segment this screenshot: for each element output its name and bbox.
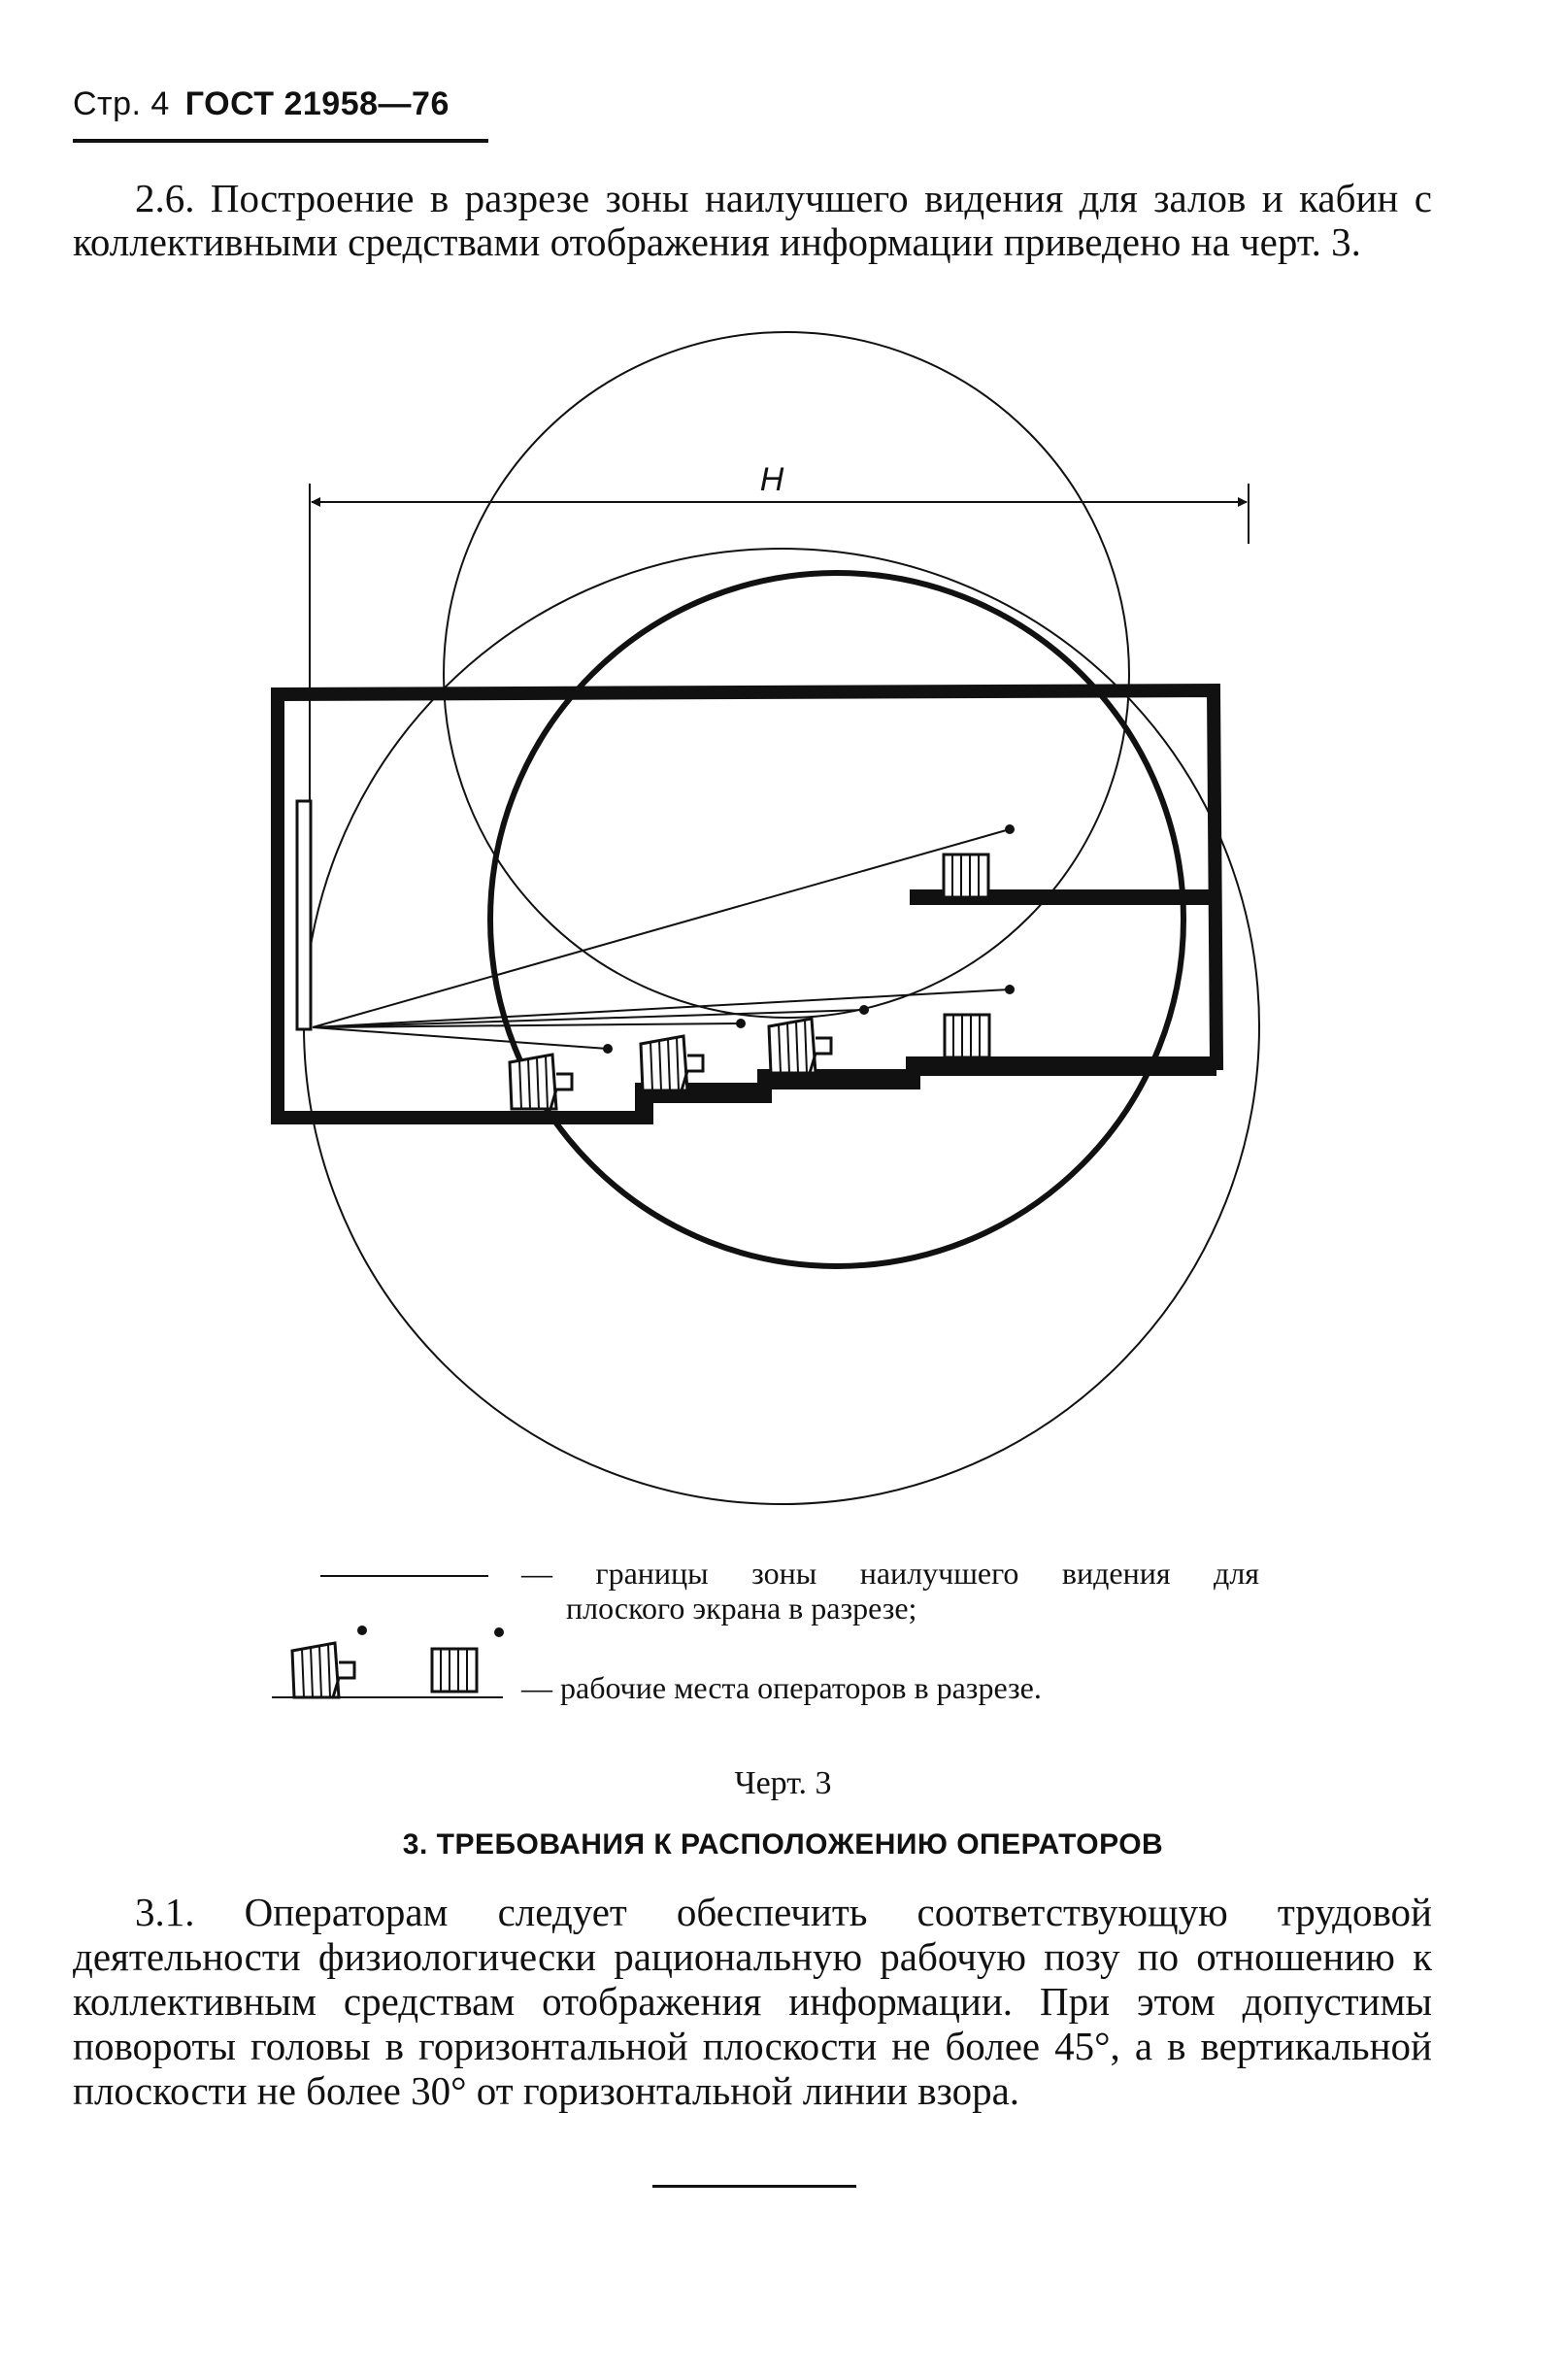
page-number: Стр. 4: [73, 85, 170, 122]
paragraph-3-1: 3.1. Операторам следует обеспечить соответствующую трудовой деятельности физиологически рациональную рабочую позу по отношению к коллективным средствам отображения информации. При этом допустимы повороты головы в горизонтальной плоскости не более 45°, а в вертикальной плоскости не более 30° от горизонтальной линии взора.: [73, 1890, 1432, 2113]
figure-caption: Черт. 3: [734, 1765, 832, 1801]
end-rule: [652, 2185, 856, 2188]
operator-seat-1: [510, 1055, 572, 1109]
legend-boundary-line-2: плоского экрана в разрезе;: [566, 1591, 917, 1626]
legend-workplace-symbol: [272, 1626, 504, 1697]
standard-number: ГОСТ 21958—76: [184, 85, 450, 122]
operator-seat-3: [769, 1019, 831, 1073]
outer-boundary-circle-upper: [444, 332, 1129, 1018]
flat-screen: [297, 801, 311, 1029]
operator-seat-5: [944, 855, 988, 897]
paragraph-2-6: 2.6. Построение в разрезе зоны наилучшего видения для залов и кабин с коллективными средствами отображения информации приведено на черт. 3.: [73, 176, 1432, 264]
operator-seat-4: [945, 1015, 989, 1057]
legend-boundary-line-1: — границы зоны наилучшего видения для: [521, 1556, 1259, 1591]
stepped-floor: [647, 1070, 1216, 1118]
legend-workplaces-description: — рабочие места операторов в разрезе.: [521, 1670, 1042, 1705]
operator-seat-2: [641, 1036, 703, 1090]
legend-boundary-description: [521, 1556, 1259, 1626]
section-3-heading: 3. ТРЕБОВАНИЯ К РАСПОЛОЖЕНИЮ ОПЕРАТОРОВ: [402, 1828, 1164, 1860]
sight-lines: [313, 829, 1010, 1049]
best-viewing-zone-circle: [490, 573, 1183, 1266]
dimension-label-h: H: [759, 461, 784, 498]
